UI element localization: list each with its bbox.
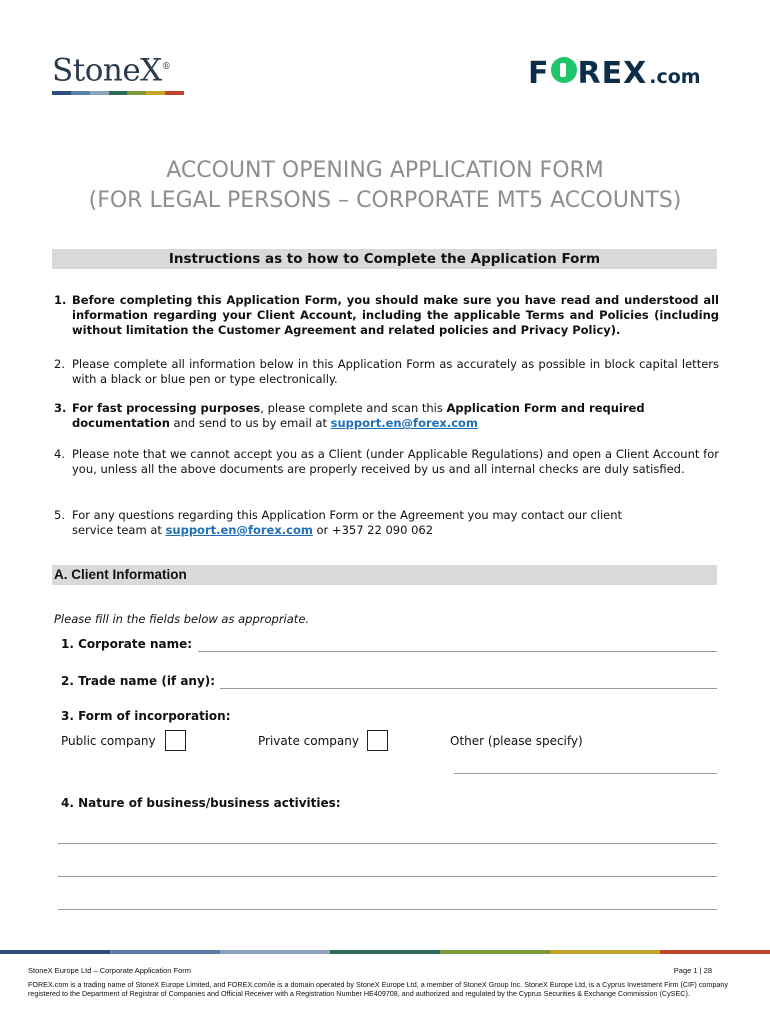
footer-page-number: Page 1 | 28 xyxy=(673,966,712,975)
corporate-name-label: 1. Corporate name: xyxy=(61,637,193,651)
forex-logo-prefix: F xyxy=(528,56,550,91)
stonex-bar-segment xyxy=(146,91,165,95)
instruction-text: Please complete all information below in this Application Form as accurately as possible in block capital letters with a black or blue pen or type electronically. xyxy=(72,357,719,386)
instruction-bold: Application Form and required documentation xyxy=(72,401,645,430)
stonex-bar-segment xyxy=(52,91,71,95)
instruction-item xyxy=(54,508,719,538)
instruction-item xyxy=(54,293,719,338)
footer-document-name: StoneX Europe Ltd – Corporate Application Form xyxy=(28,966,192,975)
private-company-label: Private company xyxy=(258,734,359,748)
footer-disclaimer: FOREX.com is a trading name of StoneX Europe Limited, and FOREX.com/ie is a domain operated by StoneX Europe Ltd, a member of StoneX Group Inc. StoneX Europe Ltd, is a Cyprus Investment Firm (CIF) company registered to the Department of Registrar of Companies and Official Receiver with a Registration Number HE409708, and authorized and regulated by the Cyprus Securities & Exchange Commission (CySEC). xyxy=(28,980,728,998)
nature-of-business-line-3[interactable] xyxy=(58,909,717,910)
footer-bar-segment xyxy=(330,950,440,954)
instructions-heading: Instructions as to how to Complete the Application Form xyxy=(52,249,717,269)
footer-bar-segment xyxy=(660,950,770,954)
instruction-text xyxy=(72,401,719,431)
support-email-link[interactable]: support.en@forex.com xyxy=(330,416,478,430)
stonex-bar-segment xyxy=(109,91,128,95)
form-title-line1: ACCOUNT OPENING APPLICATION FORM xyxy=(166,158,604,183)
form-of-incorporation-label: 3. Form of incorporation: xyxy=(61,709,231,723)
form-title xyxy=(0,156,770,216)
instruction-number: 5. xyxy=(54,508,65,522)
instruction-number: 2. xyxy=(54,357,65,371)
footer-bar-segment xyxy=(0,950,110,954)
other-company-label: Other (please specify) xyxy=(450,734,583,748)
other-company-field[interactable] xyxy=(454,773,717,774)
forex-logo-o-icon xyxy=(551,57,577,83)
stonex-logo xyxy=(52,50,184,95)
private-company-checkbox[interactable] xyxy=(367,730,388,751)
section-a-note: Please fill in the fields below as appropriate. xyxy=(54,612,310,626)
nature-of-business-line-1[interactable] xyxy=(58,843,717,844)
forex-logo-suffix: REX xyxy=(577,56,648,91)
public-company-checkbox[interactable] xyxy=(165,730,186,751)
nature-of-business-line-2[interactable] xyxy=(58,876,717,877)
stonex-bar-segment xyxy=(71,91,90,95)
stonex-bar-segment xyxy=(127,91,146,95)
instruction-text xyxy=(72,508,647,538)
footer-bar-segment xyxy=(220,950,330,954)
forex-logo xyxy=(528,56,701,92)
instruction-item xyxy=(54,447,719,477)
nature-of-business-label: 4. Nature of business/business activities: xyxy=(61,796,341,810)
instruction-span: , please complete and scan this xyxy=(260,401,447,415)
instruction-text: Before completing this Application Form, you should make sure you have read and understood all information regarding your Client Account, including the applicable Terms and Policies (including without limitation the Customer Agreement and related policies and Privacy Policy). xyxy=(72,293,719,337)
corporate-name-field[interactable] xyxy=(198,651,717,652)
public-company-label: Public company xyxy=(61,734,156,748)
section-a-heading: A. Client Information xyxy=(52,565,717,585)
footer-color-bar xyxy=(0,950,770,954)
footer-bar-segment xyxy=(110,950,220,954)
stonex-bar-segment xyxy=(90,91,109,95)
stonex-logo-text: StoneX® xyxy=(52,52,171,89)
stonex-bar-segment xyxy=(165,91,184,95)
instruction-text: Please note that we cannot accept you as a Client (under Applicable Regulations) and open a Client Account for you, unless all the above documents are properly received by us and all internal checks are duly satisfied. xyxy=(72,447,719,476)
instruction-bold: For fast processing purposes xyxy=(72,401,261,415)
support-email-link[interactable]: support.en@forex.com xyxy=(165,523,313,537)
form-title-line2: (FOR LEGAL PERSONS – CORPORATE MT5 ACCOUNTS) xyxy=(88,188,682,213)
trade-name-label: 2. Trade name (if any): xyxy=(61,674,216,688)
stonex-color-bar xyxy=(52,91,184,95)
instruction-item xyxy=(54,401,719,431)
instruction-number: 4. xyxy=(54,447,65,461)
trade-name-field[interactable] xyxy=(220,688,717,689)
instruction-span: or +357 22 090 062 xyxy=(312,523,434,537)
footer-bar-segment xyxy=(440,950,550,954)
footer-bar-segment xyxy=(550,950,660,954)
instruction-number: 1. xyxy=(54,293,67,307)
forex-logo-dotcom: .com xyxy=(649,66,701,88)
instruction-span: For any questions regarding this Application Form or the Agreement you may contact our client service team at xyxy=(72,508,623,537)
instruction-span: and send to us by email at xyxy=(169,416,331,430)
instruction-number: 3. xyxy=(54,401,67,415)
instruction-item xyxy=(54,357,719,387)
